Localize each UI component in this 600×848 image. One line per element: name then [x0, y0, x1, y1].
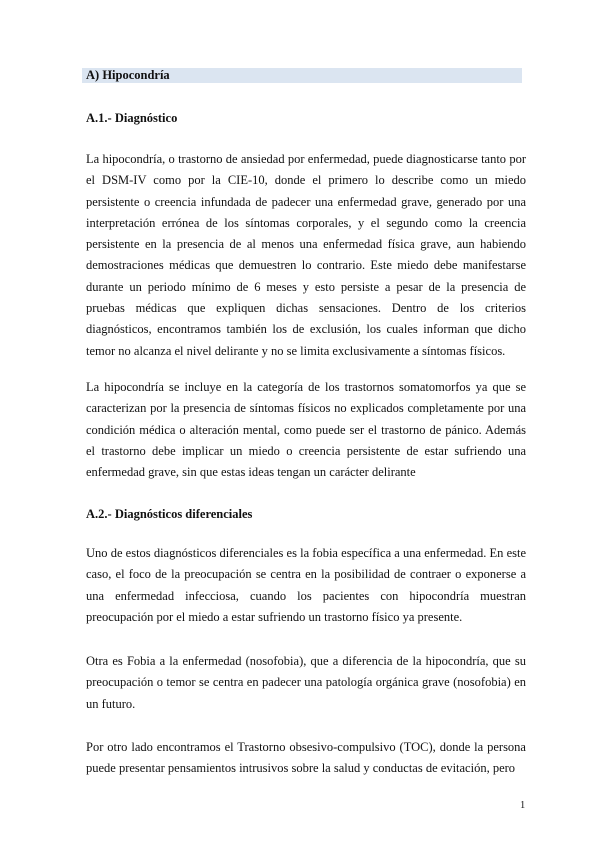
paragraph-diferenciales-1: Uno de estos diagnósticos diferenciales es la fobia específica a una enfermedad. En este caso, el foco de la preocupación se centra en la posibilidad de contraer o exponerse a una enfermedad infecciosa, cuando los pacientes con hipocondría muestran preocupación por el miedo a estar sufriendo un trastorno físico ya presente.: [86, 546, 526, 624]
subsection-heading-diagnostico: A.1.- Diagnóstico: [86, 111, 178, 125]
section-title-bar: [82, 68, 522, 83]
paragraph-diferenciales-3: Por otro lado encontramos el Trastorno obsesivo-compulsivo (TOC), donde la persona puede presentar pensamientos intrusivos sobre la salud y conductas de evitación, pero: [86, 740, 526, 776]
paragraph-diagnostico-1: La hipocondría, o trastorno de ansiedad por enfermedad, puede diagnosticarse tanto por el DSM-IV como por la CIE-10, donde el primero lo describe como un miedo persistente o creencia infundada de padecer una enfermedad grave, generado por una interpretación errónea de los síntomas corporales, y el segundo como la creencia persistente en la presencia de al menos una enfermedad física grave, aun habiendo demostraciones médicas que demuestren lo contrario. Este miedo debe manifestarse durante un periodo mínimo de 6 meses y esto persiste a pesar de la presencia de pruebas médicas que expliquen dichas sensaciones. Dentro de los criterios diagnósticos, encontramos también los de exclusión, los cuales informan que dicho temor no alcanza el nivel delirante y no se limita exclusivamente a síntomas físicos.: [86, 152, 526, 358]
paragraph-diagnostico-2: La hipocondría se incluye en la categoría de los trastornos somatomorfos ya que se caracterizan por la presencia de síntomas físicos no explicados completamente por una condición médica o alteración mental, como puede ser el trastorno de pánico. Además el trastorno debe implicar un miedo o creencia persistente de estar sufriendo una enfermedad grave, sin que estas ideas tengan un carácter delirante: [86, 380, 526, 480]
paragraph-diferenciales-2: Otra es Fobia a la enfermedad (nosofobia), que a diferencia de la hipocondría, que su preocupación o temor se centra en padecer una patología orgánica grave (nosofobia) en un futuro.: [86, 654, 526, 711]
page-number: 1: [520, 800, 526, 811]
section-title: A) Hipocondría: [86, 68, 170, 82]
subsection-heading-diferenciales: A.2.- Diagnósticos diferenciales: [86, 507, 253, 521]
